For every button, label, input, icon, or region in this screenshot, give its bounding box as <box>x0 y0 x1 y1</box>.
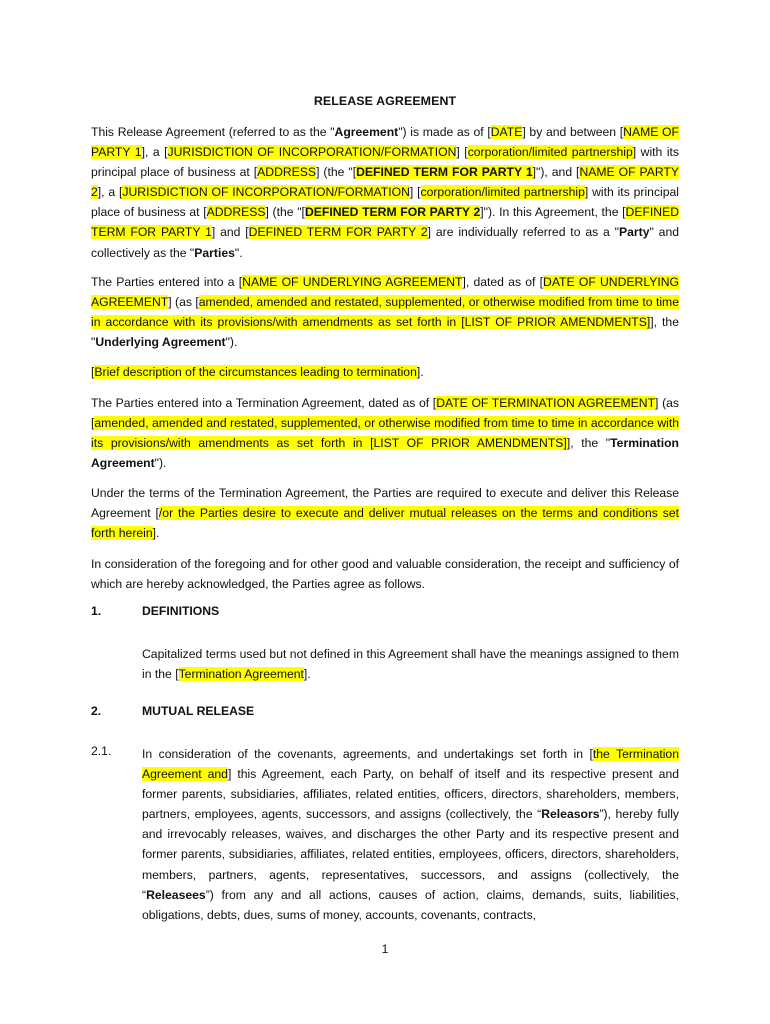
obligation-paragraph: Under the terms of the Termination Agreement, the Parties are required to execute and deliver this Release Agreement [/or the Parties desire to execute and deliver mutual releases on the terms and conditions set forth herein]. <box>91 486 679 541</box>
placeholder-termination-agreement-ref: Termination Agreement <box>178 667 304 682</box>
placeholder-termination-agreement-and: the Termination Agreement and <box>142 747 679 782</box>
placeholder-party1-name: NAME OF PARTY 1 <box>91 125 679 160</box>
section-2-heading: 2. MUTUAL RELEASE <box>91 704 255 718</box>
placeholder-entity-type-2: corporation/limited partnership <box>420 185 585 200</box>
placeholder-party2-name: NAME OF PARTY 2 <box>91 165 679 200</box>
placeholder-underlying-agreement-name: NAME OF UNDERLYING AGREEMENT <box>242 275 463 289</box>
placeholder-termination-date: DATE OF TERMINATION AGREEMENT <box>436 396 656 410</box>
document-title: RELEASE AGREEMENT <box>313 94 457 108</box>
mutual-release-clause: In consideration of the covenants, agreements, and undertakings set forth in [the Termination Agreement and] this Agreement, each Party, on behalf of itself and its respective present and former parents, subsidiaries, affiliates, related entities, officers, directors, shareholders, members, partners, employees, agents, successors, and assigns (collectively, the “Releasors”), hereby fully and irrevocably releases, waives, and discharges the other Party and its respective present and former parents, subsidiaries, affiliates, related entities, employees, officers, directors, shareholders, members, partners, agents, representatives, successors, and assigns (collectively, the “Releasees”) from any and all actions, causes of action, claims, demands, suits, liabilities, obligations, debts, dues, sums of money, accounts, covenants, contracts, <box>142 747 679 922</box>
placeholder-defined-term-party1: DEFINED TERM FOR PARTY 1 <box>356 165 533 180</box>
intro-paragraph: This Release Agreement (referred to as the "Agreement") is made as of [DATE] by and between [NAME OF PARTY 1], a [JURISDICTION OF INCORPORATION/FORMATION] [corporation/limited partnership] with its principal place of business at [ADDRESS] (the "[DEFINED TERM FOR PARTY 1]"), and [NAME OF PARTY 2], a [JURISDICTION OF INCORPORATION/FORMATION] [corporation/limited partnership] with its principal place of business at [ADDRESS] (the "[DEFINED TERM FOR PARTY 2]"). In this Agreement, the [DEFINED TERM FOR PARTY 1] and [DEFINED TERM FOR PARTY 2] are individually referred to as a "Party" and collectively as the "Parties". <box>91 125 680 260</box>
placeholder-date: DATE <box>490 125 523 139</box>
underlying-agreement-paragraph: The Parties entered into a [NAME OF UNDERLYING AGREEMENT], dated as of [DATE OF UNDERLYING AGREEMENT] (as [amended, amended and restated, supplemented, or otherwise modified from time to time in accordance with its provisions/with amendments as set forth in [LIST OF PRIOR AMENDMENTS]], the "Underlying Agreement"). <box>91 275 679 350</box>
placeholder-circumstances: Brief description of the circumstances leading to termination <box>94 365 417 379</box>
consideration-paragraph: In consideration of the foregoing and for other good and valuable consideration, the receipt and sufficiency of which are hereby acknowledged, the Parties agree as follows. <box>91 557 679 592</box>
placeholder-jurisdiction-2: JURISDICTION OF INCORPORATION/FORMATION <box>122 185 410 200</box>
definitions-paragraph: Capitalized terms used but not defined in this Agreement shall have the meanings assigned to them in the [Termination Agreement]. <box>142 647 679 682</box>
section-1-heading: 1. DEFINITIONS <box>91 604 220 618</box>
placeholder-address-2: ADDRESS <box>206 205 266 220</box>
termination-agreement-paragraph: The Parties entered into a Termination Agreement, dated as of [DATE OF TERMINATION AGREEMENT] (as [amended, amended and restated, supplemented, or otherwise modified from time to time in accordance with its provisions/with amendments as set forth in [LIST OF PRIOR AMENDMENTS]], the "Termination Agreement"). <box>91 396 679 471</box>
page-number: 1 <box>381 942 389 956</box>
placeholder-jurisdiction-1: JURISDICTION OF INCORPORATION/FORMATION <box>167 145 457 160</box>
placeholder-underlying-agreement-date: DATE OF UNDERLYING AGREEMENT <box>91 275 679 310</box>
placeholder-defined-term-party2-ref: DEFINED TERM FOR PARTY 2 <box>248 225 428 240</box>
placeholder-amendments-2: amended, amended and restated, supplemented, or otherwise modified from time to time in accordance with its provisions/with amendments as set forth in [LIST OF PRIOR AMENDMENTS] <box>91 416 679 451</box>
placeholder-amendments-1: amended, amended and restated, supplemented, or otherwise modified from time to time in accordance with its provisions/with amendments as set forth in [LIST OF PRIOR AMENDMENTS] <box>91 295 679 330</box>
placeholder-entity-type-1: corporation/limited partnership <box>467 145 633 160</box>
placeholder-address-1: ADDRESS <box>257 165 317 180</box>
clause-2-1-number: 2.1. <box>91 744 112 758</box>
circumstances-paragraph: [Brief description of the circumstances leading to termination]. <box>91 365 424 379</box>
placeholder-defined-term-party1-ref: DEFINED TERM FOR PARTY 1 <box>91 205 680 240</box>
placeholder-defined-term-party2: DEFINED TERM FOR PARTY 2 <box>304 205 481 220</box>
placeholder-mutual-releases: /or the Parties desire to execute and deliver mutual releases on the terms and conditions set forth herein <box>91 506 679 541</box>
